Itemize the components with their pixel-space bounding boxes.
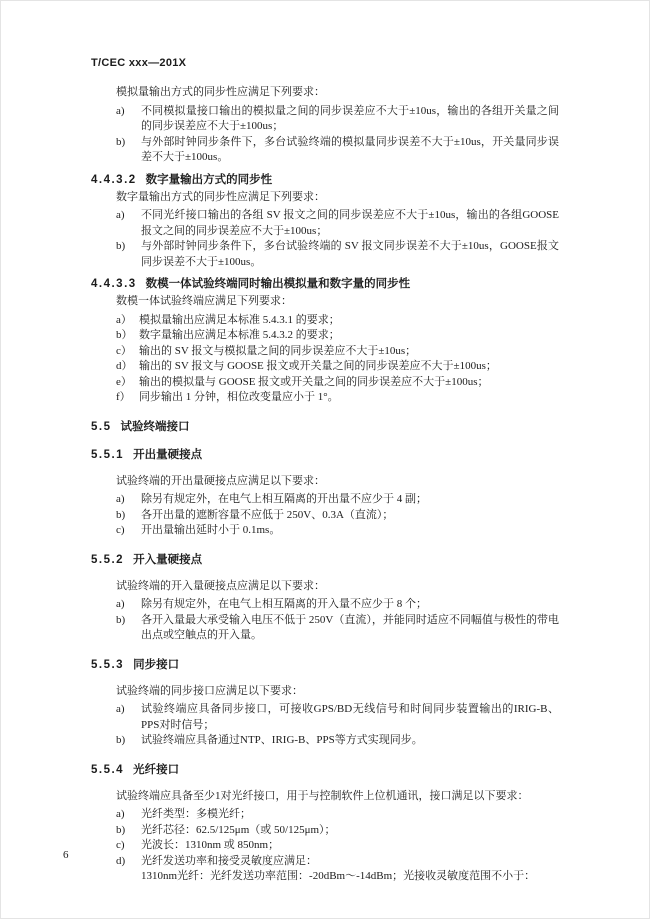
list-item (91, 702, 559, 733)
list-marker: b) (116, 135, 126, 148)
list-output-contact (91, 492, 559, 539)
list-item (91, 838, 559, 854)
list-marker: b) (116, 613, 126, 626)
list-marker: a) (116, 703, 125, 715)
list-item (91, 375, 559, 391)
list-item (91, 854, 559, 870)
list-text: 各开出量的遮断容量不应低于 250V、0.3A（直流）； (141, 508, 394, 521)
heading-number: 5.5.1 (91, 448, 125, 461)
paragraph-combined-sync-intro: 数模一体试验终端应满足下列要求： (116, 295, 292, 307)
page-footer (63, 849, 69, 861)
list-text: 数字量输出应满足本标准 5.4.3.2 的要求； (139, 329, 340, 341)
heading-title: 试验终端接口 (120, 420, 190, 433)
list-item (91, 328, 559, 344)
list-text: 输出的模拟量与 GOOSE 报文或开关量之间的同步误差应不大于±100us； (139, 375, 489, 388)
list-item (91, 135, 559, 166)
list-text: 输出的 SV 报文与模拟量之间的同步误差应不大于±10us； (139, 344, 417, 357)
list-item (91, 523, 559, 539)
list-marker: a) (116, 808, 125, 820)
list-item (91, 597, 559, 613)
list-marker: d） (116, 360, 133, 372)
list-marker: b） (116, 329, 133, 341)
paragraph-fiber-interface-intro: 试验终端应具备至少1对光纤接口，用于与控制软件上位机通讯，接口满足以下要求： (116, 789, 529, 802)
heading-number: 5.5.4 (91, 763, 125, 776)
paragraph-digital-sync-intro: 数字量输出方式的同步性应满足下列要求： (116, 190, 325, 203)
list-fiber-interface (91, 807, 559, 885)
heading-title: 同步接口 (133, 658, 180, 671)
list-text: 不同光纤接口输出的各组 SV 报文之间的同步误差应不大于±10us，输出的各组GOOSE 报文之间的同步误差应不大于±100us； (141, 209, 559, 237)
list-text: 各开入量最大承受输入电压不低于 250V（直流），并能同时适应不同幅值与极性的带电出点或空触点的开入量。 (141, 613, 559, 641)
list-combined-sync (91, 313, 559, 406)
heading-4432 (91, 171, 559, 187)
list-marker: b) (116, 240, 126, 252)
list-item (91, 733, 559, 749)
list-item (91, 807, 559, 823)
list-text: 同步输出 1 分钟，相位改变量应小于 1°。 (139, 391, 339, 403)
page-header (91, 57, 559, 69)
heading-number: 4.4.3.2 (91, 173, 137, 186)
list-sync-interface (91, 702, 559, 749)
heading-number: 5.5 (91, 420, 112, 433)
list-text: 输出的 SV 报文与 GOOSE 报文或开关量之间的同步误差应不大于±100us； (139, 360, 497, 372)
paragraph-analog-sync-intro: 模拟量输出方式的同步性应满足下列要求： (116, 86, 325, 98)
list-digital-sync (91, 208, 559, 270)
heading-title: 数字量输出方式的同步性 (145, 173, 273, 186)
list-marker: a) (116, 493, 125, 505)
heading-number: 5.5.2 (91, 553, 125, 566)
fiber-spec-continuation: 1310nm光纤：光纤发送功率范围：-20dBm～-14dBm；光接收灵敏度范围不小于： (141, 870, 536, 882)
list-analog-sync (91, 104, 559, 166)
heading-title: 光纤接口 (133, 763, 180, 776)
heading-553 (91, 656, 559, 672)
list-text: 不同模拟量接口输出的模拟量之间的同步误差应不大于±10us，输出的各组开关量之间的同步误差应不大于±100us； (141, 104, 559, 132)
list-marker: c） (116, 344, 132, 357)
list-text: 试验终端应具备同步接口，可接收GPS/BD无线信号和时间同步装置输出的IRIG-B、PPS对时信号； (141, 703, 559, 731)
list-marker: a) (116, 598, 125, 610)
list-marker: d) (116, 854, 126, 867)
paragraph-input-contact-intro: 试验终端的开入量硬接点应满足以下要求： (116, 579, 325, 592)
heading-551 (91, 446, 559, 462)
list-text: 开出量输出延时小于 0.1ms。 (141, 524, 281, 536)
list-item (91, 239, 559, 270)
heading-number: 4.4.3.3 (91, 278, 137, 290)
heading-title: 开入量硬接点 (133, 553, 203, 566)
list-item (91, 508, 559, 524)
list-marker: a) (116, 209, 125, 221)
list-text: 光纤芯径：62.5/125μm（或 50/125μm）； (141, 823, 336, 836)
heading-552 (91, 551, 559, 567)
list-text: 与外部时钟同步条件下，多台试验终端的模拟量同步误差不大于±10us，开关量同步误差不大于±100us。 (141, 135, 559, 163)
list-text: 试验终端应具备通过NTP、IRIG-B、PPS等方式实现同步。 (141, 734, 423, 746)
list-item (91, 492, 559, 508)
list-input-contact (91, 597, 559, 644)
list-text: 除另有规定外，在电气上相互隔离的开出量不应少于 4 副； (141, 493, 427, 505)
standard-number: T/CEC xxx—201X (91, 57, 187, 69)
heading-4433 (91, 275, 559, 291)
list-marker: b) (116, 823, 126, 836)
list-text: 光纤类型：多模光纤； (141, 808, 251, 820)
heading-55 (91, 418, 559, 434)
list-marker: b) (116, 734, 126, 746)
list-marker: b) (116, 508, 126, 521)
list-item (91, 208, 559, 239)
heading-title: 开出量硬接点 (133, 448, 203, 461)
list-marker: e） (116, 375, 132, 388)
list-text: 光纤发送功率和接受灵敏度应满足： (141, 854, 317, 867)
list-item (91, 344, 559, 360)
heading-title: 数模一体试验终端同时输出模拟量和数字量的同步性 (145, 278, 411, 290)
list-text: 除另有规定外，在电气上相互隔离的开入量不应少于 8 个； (141, 598, 427, 610)
list-item (91, 390, 559, 406)
list-text: 光波长：1310nm 或 850nm； (141, 839, 280, 851)
list-text: 与外部时钟同步条件下，多台试验终端的 SV 报文同步误差不大于±10us，GOOSE报文同步误差不大于±100us。 (141, 240, 559, 268)
list-item (91, 359, 559, 375)
paragraph-output-contact-intro: 试验终端的开出量硬接点应满足以下要求： (116, 474, 325, 487)
heading-554 (91, 761, 559, 777)
page-number: 6 (63, 849, 69, 861)
list-item (91, 313, 559, 329)
list-item (91, 613, 559, 644)
list-item (91, 823, 559, 839)
list-marker: f） (116, 391, 131, 403)
list-marker: a） (116, 313, 132, 326)
list-item (91, 104, 559, 135)
heading-number: 5.5.3 (91, 658, 125, 671)
list-marker: a) (116, 104, 125, 117)
list-marker: c) (116, 524, 125, 536)
list-marker: c) (116, 839, 125, 851)
paragraph-sync-interface-intro: 试验终端的同步接口应满足以下要求： (116, 684, 303, 697)
list-text: 模拟量输出应满足本标准 5.4.3.1 的要求； (139, 313, 340, 326)
